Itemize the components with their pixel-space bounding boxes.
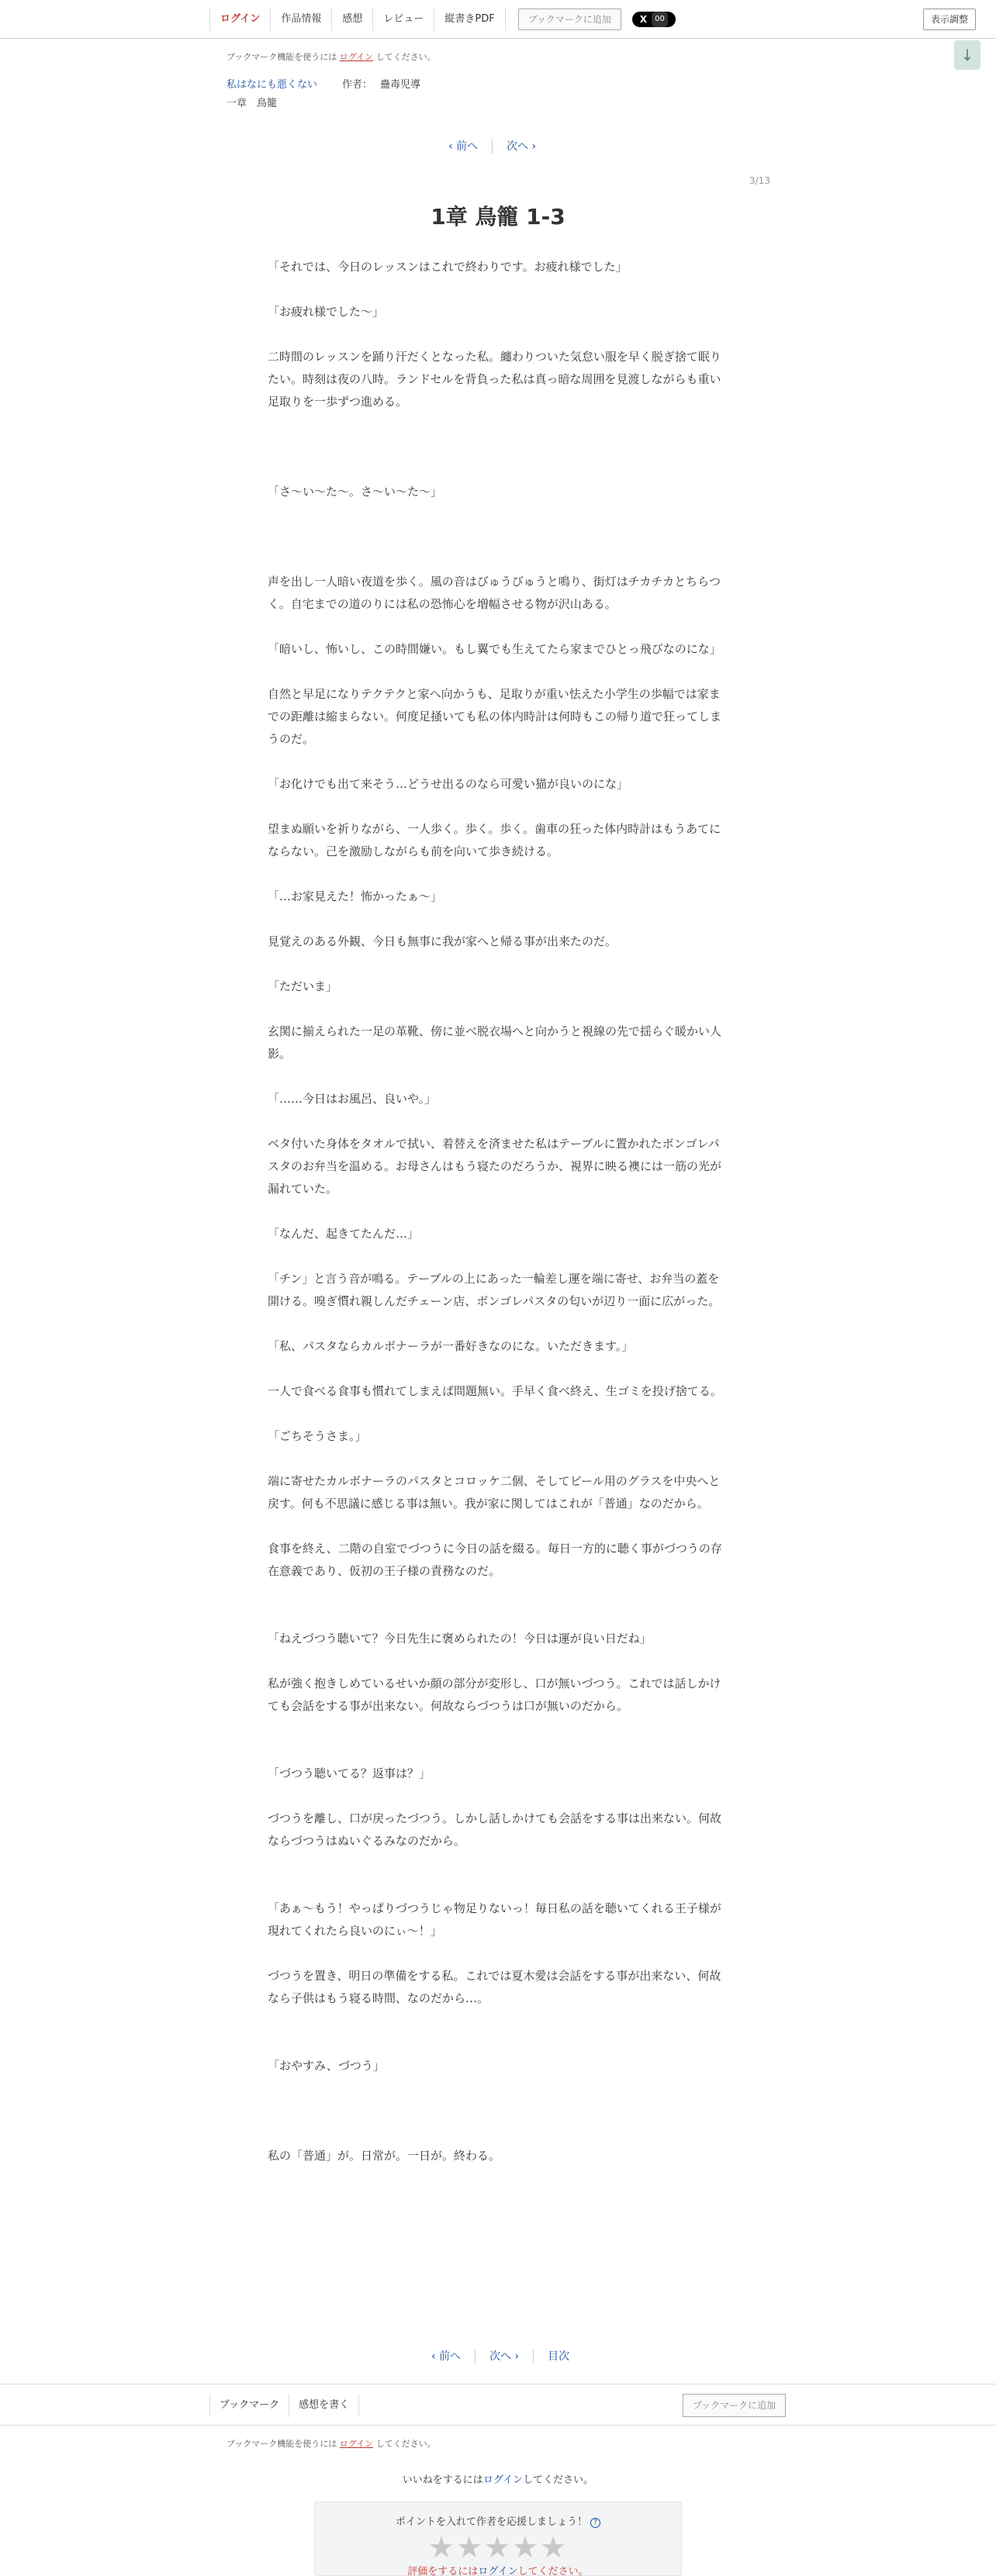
body-paragraph bbox=[268, 1200, 729, 1223]
like-login-note: いいねをするにはログインしてください。 bbox=[402, 2474, 594, 2486]
body-paragraph bbox=[268, 503, 729, 526]
body-paragraph bbox=[268, 526, 729, 548]
prev-page-link[interactable]: ‹ 前へ bbox=[434, 140, 493, 154]
body-paragraph bbox=[268, 2032, 729, 2055]
body-paragraph bbox=[268, 1718, 729, 1740]
top-nav bbox=[209, 8, 676, 31]
novel-title-link[interactable]: 私はなにも悪くない bbox=[227, 79, 318, 91]
body-paragraph bbox=[268, 458, 729, 481]
pager-bottom bbox=[417, 2350, 583, 2364]
body-paragraph bbox=[268, 1448, 729, 1470]
rating-box bbox=[314, 2502, 682, 2576]
body-paragraph bbox=[268, 436, 729, 458]
body-paragraph bbox=[268, 863, 729, 886]
body-paragraph: 「暗いし、怖いし、この時間嫌い。もし翼でも生えてたら家までひとっ飛びなのにな」 bbox=[268, 642, 721, 656]
like-login-link[interactable]: ログイン bbox=[482, 2474, 524, 2486]
body-paragraph bbox=[268, 1313, 729, 1335]
body-paragraph: 声を出し一人暗い夜道を歩く。風の音はびゅうびゅうと鳴り、街灯はチカチカとちらつく。自宅までの道のりには私の恐怖心を増幅させる物が沢山ある。 bbox=[268, 575, 721, 611]
nav-work-info[interactable]: 作品情報 bbox=[271, 8, 332, 31]
body-paragraph bbox=[268, 1853, 729, 1875]
body-paragraph: 私が強く抱きしめているせいか顔の部分が変形し、口が無いづつう。これでは話しかけても会話をする事が出来ない。何故ならづつうは口が無いのだから。 bbox=[268, 1676, 721, 1713]
add-bookmark-button[interactable]: ブックマークに追加 bbox=[518, 9, 621, 30]
novel-body-text bbox=[268, 256, 729, 2167]
rating-login-link[interactable]: ログイン bbox=[478, 2566, 518, 2576]
help-question-icon[interactable]: ? bbox=[590, 2518, 600, 2528]
body-paragraph bbox=[268, 661, 729, 683]
body-paragraph bbox=[268, 1875, 729, 1897]
chapter-name: 一章 鳥籠 bbox=[227, 98, 278, 109]
body-paragraph bbox=[268, 1605, 729, 1628]
footer-tab-write-impression[interactable]: 感想を書く bbox=[289, 2394, 359, 2417]
body-paragraph bbox=[268, 323, 729, 346]
body-paragraph: 望まぬ願いを祈りながら、一人歩く。歩く。歩く。歯車の狂った体内時計はもうあてにならない。己を激励しながらも前を向いて歩き続ける。 bbox=[268, 822, 721, 858]
body-paragraph bbox=[268, 1650, 729, 1673]
body-paragraph: 見覚えのある外観、今日も無事に我が家へと帰る事が出来たのだ。 bbox=[268, 934, 617, 948]
body-paragraph: 「ねえづつう聴いて？今日先生に褒められたの！今日は運が良い日だね」 bbox=[268, 1632, 652, 1645]
body-paragraph: 「ごちそうさま。」 bbox=[268, 1429, 367, 1443]
body-paragraph bbox=[268, 953, 729, 975]
body-paragraph: 「づつう聴いてる？返事は？」 bbox=[268, 1766, 431, 1780]
body-paragraph: 「なんだ、起きてたんだ…」 bbox=[268, 1227, 420, 1241]
body-paragraph bbox=[268, 2122, 729, 2145]
body-paragraph: 私の「普通」が。日常が。一日が。終わる。 bbox=[268, 2149, 501, 2163]
body-paragraph bbox=[268, 796, 729, 818]
next-page-link[interactable]: 次へ › bbox=[507, 140, 537, 153]
body-paragraph: 一人で食べる食事も慣れてしまえば問題無い。手早く食べ終え、生ゴミを投げ捨てる。 bbox=[268, 1384, 722, 1398]
footer-tab-bookmark[interactable]: ブックマーク bbox=[209, 2394, 289, 2417]
body-paragraph bbox=[268, 548, 729, 571]
body-paragraph bbox=[268, 1403, 729, 1425]
x-post-count: 00 bbox=[652, 12, 668, 27]
body-paragraph: 「おやすみ、づつう」 bbox=[268, 2059, 385, 2073]
body-paragraph: づつうを置き、明日の準備をする私。これでは夏木愛は会話をする事が出来ない、何故なら子供はもう寝る時間、なのだから…。 bbox=[268, 1969, 721, 2005]
nav-vertical-pdf[interactable]: 縦書きPDF bbox=[434, 8, 505, 31]
body-paragraph bbox=[268, 2077, 729, 2100]
footer-add-bookmark-button[interactable]: ブックマークに追加 bbox=[683, 2394, 786, 2417]
body-paragraph: 「チン」と言う音が鳴る。テーブルの上にあった一輪差し運を端に寄せ、お弁当の蓋を開ける。嗅ぎ慣れ親しんだチェーン店、ボンゴレパスタの匂いが辺り一面に広がった。 bbox=[268, 1272, 721, 1308]
footer-tabs bbox=[209, 2394, 359, 2417]
body-paragraph: 「お化けでも出て来そう…どうせ出るのなら可愛い猫が良いのにな」 bbox=[268, 777, 629, 791]
body-paragraph: 「私、パスタならカルボナーラが一番好きなのにな。いただきます。」 bbox=[268, 1339, 634, 1353]
top-bar bbox=[0, 0, 996, 39]
body-paragraph: 「あぁ〜もう！やっぱりづつうじゃ物足りないっ！毎日私の話を聴いてくれる王子様が現れてくれたら良いのにぃ〜！」 bbox=[268, 1901, 721, 1938]
bookmark-login-link[interactable]: ログイン bbox=[339, 52, 374, 62]
prev-page-link-bottom[interactable]: ‹ 前へ bbox=[417, 2350, 476, 2364]
body-paragraph: 「お疲れ様でした〜」 bbox=[268, 305, 385, 319]
next-page-link-bottom[interactable]: 次へ › bbox=[476, 2350, 534, 2364]
nav-impressions[interactable]: 感想 bbox=[332, 8, 373, 31]
body-paragraph: 「…お家見えた！怖かったぁ〜」 bbox=[268, 889, 443, 903]
body-paragraph: づつうを離し、口が戻ったづつう。しかし話しかけても会話をする事は出来ない。何故ならづつうはぬいぐるみなのだから。 bbox=[268, 1811, 722, 1848]
body-paragraph bbox=[268, 1110, 729, 1133]
body-paragraph bbox=[268, 998, 729, 1020]
body-paragraph bbox=[268, 2100, 729, 2122]
rating-login-note: 評価をするにはログインしてください。 bbox=[407, 2566, 589, 2576]
body-paragraph bbox=[268, 908, 729, 931]
body-paragraph bbox=[268, 1740, 729, 1763]
body-paragraph bbox=[268, 278, 729, 301]
body-paragraph bbox=[268, 751, 729, 773]
x-post-button[interactable] bbox=[632, 12, 676, 27]
author-name: 蠱毒児導 bbox=[380, 79, 421, 91]
body-paragraph: 「……今日はお風呂、良いや。」 bbox=[268, 1092, 437, 1106]
body-paragraph bbox=[268, 1065, 729, 1088]
bookmark-login-link-bottom[interactable]: ログイン bbox=[339, 2439, 374, 2449]
footer-bar bbox=[0, 2384, 996, 2426]
rating-prompt: ポイントを入れて作者を応援しましょう！ ? bbox=[315, 2513, 681, 2528]
nav-login[interactable]: ログイン bbox=[209, 8, 271, 31]
bookmark-login-note: ブックマーク機能を使うには ログイン してください。 bbox=[227, 52, 436, 62]
body-paragraph: ベタ付いた身体をタオルで拭い、着替えを済ませた私はテーブルに置かれたボンゴレパスタのお弁当を温める。お母さんはもう寝たのだろうか、視界に映る襖には一筋の光が漏れていた。 bbox=[268, 1137, 722, 1196]
nav-review[interactable]: レビュー bbox=[373, 8, 434, 31]
body-paragraph: 「さ〜い〜た〜。さ〜い〜た〜」 bbox=[268, 485, 443, 499]
display-settings-button[interactable]: 表示調整 bbox=[923, 9, 976, 30]
x-icon: X bbox=[639, 14, 648, 25]
body-paragraph: 食事を終え、二階の自室でづつうに今日の話を綴る。毎日一方的に聴く事がづつうの存在意義であり、仮初の王子様の責務なのだ。 bbox=[268, 1542, 722, 1578]
body-paragraph bbox=[268, 1358, 729, 1380]
rating-stars-icon[interactable]: ★★★★★ bbox=[427, 2530, 569, 2564]
body-paragraph bbox=[268, 1785, 729, 1808]
body-paragraph bbox=[268, 1583, 729, 1605]
body-paragraph: 「それでは、今日のレッスンはこれで終わりです。お疲れ様でした」 bbox=[268, 260, 628, 274]
toc-link[interactable]: 目次 bbox=[548, 2350, 570, 2363]
body-paragraph bbox=[268, 1245, 729, 1268]
page-count: 3/13 bbox=[749, 175, 770, 186]
body-paragraph: 「ただいま」 bbox=[268, 979, 338, 993]
body-paragraph bbox=[268, 2010, 729, 2032]
pager-top bbox=[434, 140, 550, 154]
body-paragraph: 自然と早足になりテクテクと家へ向かうも、足取りが重い怯えた小学生の歩幅では家までの距離は縮まらない。何度足掻いても私の体内時計は何時もこの帰り道で狂ってしまうのだ。 bbox=[268, 687, 722, 746]
body-paragraph: 二時間のレッスンを踊り汗だくとなった私。纏わりついた気怠い服を早く脱ぎ捨て眠りたい。時刻は夜の八時。ランドセルを背負った私は真っ暗な周囲を見渡しながらも重い足取りを一歩ずつ進める。 bbox=[268, 350, 721, 409]
body-paragraph bbox=[268, 1942, 729, 1965]
body-paragraph: 玄関に揃えられた一足の革靴、傍に並べ脱衣場へと向かうと視線の先で揺らぐ暖かい人影。 bbox=[268, 1024, 722, 1061]
body-paragraph: 端に寄せたカルボナーラのパスタとコロッケ二個、そしてビール用のグラスを中央へと戻す。何も不思議に感じる事は無い。我が家に関してはこれが「普通」なのだから。 bbox=[268, 1474, 721, 1511]
episode-title: 1章 鳥籠 1-3 bbox=[431, 204, 565, 230]
author-line: 作者： 蠱毒児導 bbox=[342, 79, 421, 91]
body-paragraph bbox=[268, 616, 729, 638]
bookmark-login-note-bottom: ブックマーク機能を使うには ログイン してください。 bbox=[227, 2439, 436, 2449]
body-paragraph bbox=[268, 1515, 729, 1538]
scroll-down-arrow-icon[interactable]: ↓ bbox=[954, 40, 980, 70]
body-paragraph bbox=[268, 413, 729, 436]
